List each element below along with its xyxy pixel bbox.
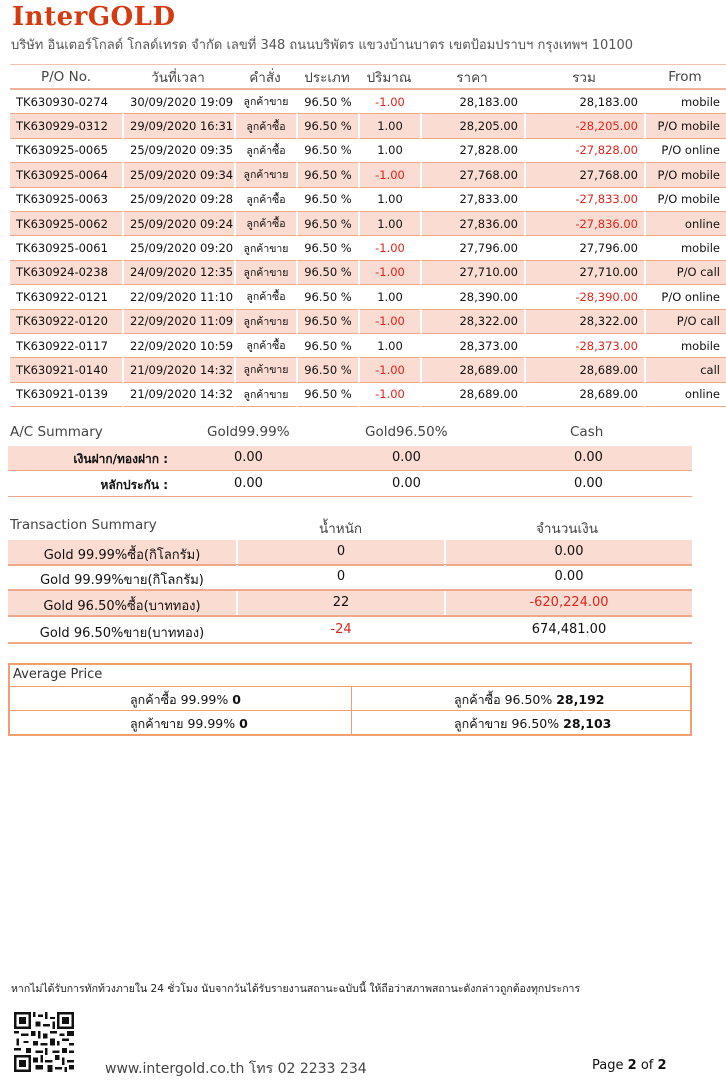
ac-col-gold9999: Gold99.99% (207, 424, 290, 440)
cell-datetime: 30/09/2020 19:09 (122, 90, 234, 114)
cell-order: ลูกค้าขาย (234, 310, 296, 334)
cell-price: 27,768.00 (420, 163, 524, 187)
avg-buy-9650-value: 28,192 (556, 692, 605, 707)
tx-weight-value: -24 (330, 622, 352, 637)
cell-type: 96.50 % (296, 90, 358, 114)
ac-summary-title: A/C Summary (10, 424, 103, 440)
table-row (10, 114, 726, 138)
cell-price: 27,836.00 (420, 212, 524, 236)
table-row (10, 334, 726, 358)
cell-order: ลูกค้าขาย (234, 90, 296, 114)
cell-order: ลูกค้าขาย (234, 163, 296, 187)
cell-type: 96.50 % (296, 139, 358, 163)
cell-qty: 1.00 (358, 285, 420, 309)
cell-from: mobile (644, 236, 726, 260)
cell-total: -27,836.00 (524, 212, 644, 236)
col-qty: ปริมาณ (358, 64, 420, 90)
qr-code-icon (14, 1012, 74, 1072)
cell-qty: 1.00 (358, 139, 420, 163)
cell-from: P/O online (644, 139, 726, 163)
cell-order: ลูกค้าซื้อ (234, 212, 296, 236)
cell-datetime: 25/09/2020 09:20 (122, 236, 234, 260)
cell-total: -27,833.00 (524, 188, 644, 212)
cell-type: 96.50 % (296, 212, 358, 236)
cell-qty: -1.00 (358, 310, 420, 334)
average-price-box (8, 663, 692, 736)
ac-cash-value: 0.00 (574, 450, 603, 465)
avg-sell-9650-value: 28,103 (563, 716, 612, 731)
ac-row-label: หลักประกัน : (100, 478, 168, 492)
company-logo: InterGOLD (12, 2, 176, 32)
table-row (10, 383, 726, 407)
cell-total: 28,689.00 (524, 358, 644, 382)
cell-type: 96.50 % (296, 383, 358, 407)
tx-row-label: Gold 96.50%ซื้อ(บาททอง) (43, 599, 201, 614)
orders-table (10, 64, 726, 407)
cell-type: 96.50 % (296, 114, 358, 138)
cell-po-no: TK630925-0065 (10, 139, 122, 163)
tx-summary-row (8, 591, 692, 617)
cell-datetime: 25/09/2020 09:28 (122, 188, 234, 212)
cell-total: 28,322.00 (524, 310, 644, 334)
cell-from: P/O mobile (644, 188, 726, 212)
company-address: บริษัท อินเตอร์โกลด์ โกลด์เทรด จำกัด เลขที่ 348 ถนนบริพัตร แขวงบ้านบาตร เขตป้อมปราบฯ กรุงเทพฯ 10100 (11, 38, 634, 53)
avg-buy-9999-label: ลูกค้าซื้อ 99.99% (130, 692, 229, 707)
cell-from: P/O call (644, 261, 726, 285)
cell-order: ลูกค้าซื้อ (234, 114, 296, 138)
cell-qty: -1.00 (358, 163, 420, 187)
avg-sell-9650 (454, 714, 611, 734)
cell-type: 96.50 % (296, 285, 358, 309)
cell-datetime: 24/09/2020 12:35 (122, 261, 234, 285)
avg-buy-9999 (130, 690, 241, 710)
tx-col-weight: น้ำหนัก (319, 521, 363, 537)
cell-from: online (644, 212, 726, 236)
tx-amount-value: -620,224.00 (529, 595, 609, 610)
cell-po-no: TK630929-0312 (10, 114, 122, 138)
cell-price: 28,183.00 (420, 90, 524, 114)
cell-from: online (644, 383, 726, 407)
cell-po-no: TK630925-0063 (10, 188, 122, 212)
tx-summary-row (8, 618, 692, 644)
cell-price: 27,796.00 (420, 236, 524, 260)
tx-summary-row (8, 540, 692, 566)
ac-row-deposit (8, 446, 692, 471)
cell-datetime: 21/09/2020 14:32 (122, 358, 234, 382)
cell-price: 27,710.00 (420, 261, 524, 285)
ac-col-gold9650: Gold96.50% (365, 424, 448, 440)
col-order: คำสั่ง (234, 64, 296, 90)
page-current: 2 (627, 1058, 637, 1073)
page-prefix: Page (592, 1058, 624, 1073)
avg-buy-9999-value: 0 (232, 692, 241, 707)
cell-po-no: TK630925-0061 (10, 236, 122, 260)
cell-total: 27,710.00 (524, 261, 644, 285)
col-from: From (644, 64, 726, 90)
avg-buy-9650 (454, 690, 604, 710)
average-price-title: Average Price (13, 667, 103, 682)
cell-order: ลูกค้าซื้อ (234, 334, 296, 358)
cell-order: ลูกค้าซื้อ (234, 139, 296, 163)
tx-amount-value: 674,481.00 (531, 622, 607, 637)
cell-total: -28,373.00 (524, 334, 644, 358)
cell-type: 96.50 % (296, 163, 358, 187)
col-price: ราคา (420, 64, 524, 90)
tx-col-amount: จำนวนเงิน (536, 521, 598, 537)
table-row (10, 90, 726, 114)
ac-gold9999-value: 0.00 (234, 450, 263, 465)
tx-row-label: Gold 99.99%ขาย(กิโลกรัม) (40, 573, 204, 588)
cell-price: 28,322.00 (420, 310, 524, 334)
avg-sell-9999 (130, 714, 248, 734)
cell-qty: -1.00 (358, 90, 420, 114)
table-row (10, 212, 726, 236)
table-row (10, 310, 726, 334)
ac-row-collateral (8, 472, 692, 497)
cell-po-no: TK630924-0238 (10, 261, 122, 285)
avg-sell-9999-value: 0 (239, 716, 248, 731)
cell-total: 28,689.00 (524, 383, 644, 407)
ac-col-cash: Cash (570, 424, 604, 440)
ac-gold9650-value: 0.00 (392, 450, 421, 465)
cell-from: mobile (644, 90, 726, 114)
table-row (10, 358, 726, 382)
ac-cash-value: 0.00 (574, 476, 603, 491)
orders-body (10, 90, 726, 407)
col-type: ประเภท (296, 64, 358, 90)
tx-weight-value: 0 (336, 569, 346, 584)
cell-datetime: 29/09/2020 16:31 (122, 114, 234, 138)
cell-order: ลูกค้าขาย (234, 261, 296, 285)
avg-sell-9999-label: ลูกค้าขาย 99.99% (130, 716, 236, 731)
cell-price: 28,373.00 (420, 334, 524, 358)
tx-summary-header (10, 517, 698, 537)
ac-summary-header (10, 424, 698, 444)
cell-from: call (644, 358, 726, 382)
page-of: of (640, 1058, 654, 1073)
cell-price: 27,833.00 (420, 188, 524, 212)
cell-order: ลูกค้าซื้อ (234, 188, 296, 212)
disclaimer-note: หากไม่ได้รับการทักท้วงภายใน 24 ชั่วโมง นับจากวันได้รับรายงานสถานะฉบับนี้ ให้ถือว่าสภาพสถานะดังกล่าวถูกต้องทุกประการ (11, 983, 581, 995)
cell-price: 27,828.00 (420, 139, 524, 163)
ac-gold9650-value: 0.00 (392, 476, 421, 491)
table-row (10, 261, 726, 285)
cell-total: 28,183.00 (524, 90, 644, 114)
table-row (10, 236, 726, 260)
orders-header-row (10, 64, 726, 90)
tx-row-label: Gold 99.99%ซื้อ(กิโลกรัม) (43, 548, 201, 563)
ac-gold9999-value: 0.00 (234, 476, 263, 491)
cell-datetime: 22/09/2020 11:09 (122, 310, 234, 334)
cell-qty: -1.00 (358, 383, 420, 407)
cell-type: 96.50 % (296, 334, 358, 358)
cell-order: ลูกค้าขาย (234, 358, 296, 382)
cell-price: 28,689.00 (420, 383, 524, 407)
cell-order: ลูกค้าซื้อ (234, 285, 296, 309)
cell-po-no: TK630921-0139 (10, 383, 122, 407)
page-total: 2 (657, 1058, 667, 1073)
avg-divider (10, 686, 690, 687)
tx-weight-value: 22 (332, 595, 350, 610)
table-row (10, 139, 726, 163)
col-total: รวม (524, 64, 644, 90)
cell-total: 27,768.00 (524, 163, 644, 187)
cell-datetime: 21/09/2020 14:32 (122, 383, 234, 407)
cell-type: 96.50 % (296, 261, 358, 285)
tx-row-label: Gold 96.50%ขาย(บาททอง) (39, 626, 205, 641)
tx-amount-value: 0.00 (554, 569, 584, 584)
cell-po-no: TK630921-0140 (10, 358, 122, 382)
cell-from: P/O mobile (644, 114, 726, 138)
cell-from: P/O mobile (644, 163, 726, 187)
cell-qty: -1.00 (358, 358, 420, 382)
table-row (10, 285, 726, 309)
cell-total: -28,205.00 (524, 114, 644, 138)
cell-qty: 1.00 (358, 114, 420, 138)
cell-qty: 1.00 (358, 334, 420, 358)
cell-qty: -1.00 (358, 236, 420, 260)
avg-sell-9650-label: ลูกค้าขาย 96.50% (454, 716, 560, 731)
cell-price: 28,205.00 (420, 114, 524, 138)
cell-type: 96.50 % (296, 358, 358, 382)
cell-datetime: 22/09/2020 11:10 (122, 285, 234, 309)
cell-qty: 1.00 (358, 188, 420, 212)
cell-price: 28,390.00 (420, 285, 524, 309)
col-datetime: วันที่เวลา (122, 64, 234, 90)
website-contact: www.intergold.co.th โทร 02 2233 234 (105, 1061, 367, 1077)
cell-total: 27,796.00 (524, 236, 644, 260)
cell-datetime: 25/09/2020 09:34 (122, 163, 234, 187)
avg-divider (10, 710, 690, 711)
cell-order: ลูกค้าขาย (234, 383, 296, 407)
page-number (592, 1058, 667, 1073)
cell-type: 96.50 % (296, 188, 358, 212)
cell-po-no: TK630925-0062 (10, 212, 122, 236)
cell-po-no: TK630922-0121 (10, 285, 122, 309)
tx-summary-row (8, 565, 692, 591)
table-row (10, 188, 726, 212)
table-row (10, 163, 726, 187)
avg-buy-9650-label: ลูกค้าซื้อ 96.50% (454, 692, 553, 707)
cell-from: mobile (644, 334, 726, 358)
cell-po-no: TK630930-0274 (10, 90, 122, 114)
cell-po-no: TK630925-0064 (10, 163, 122, 187)
tx-amount-value: 0.00 (554, 544, 584, 559)
cell-order: ลูกค้าขาย (234, 236, 296, 260)
cell-po-no: TK630922-0120 (10, 310, 122, 334)
cell-total: -28,390.00 (524, 285, 644, 309)
cell-from: P/O online (644, 285, 726, 309)
ac-row-label: เงินฝาก/ทองฝาก : (73, 452, 168, 466)
avg-divider (351, 686, 352, 734)
cell-type: 96.50 % (296, 236, 358, 260)
cell-datetime: 22/09/2020 10:59 (122, 334, 234, 358)
cell-price: 28,689.00 (420, 358, 524, 382)
cell-po-no: TK630922-0117 (10, 334, 122, 358)
col-po-no: P/O No. (10, 64, 122, 90)
cell-total: -27,828.00 (524, 139, 644, 163)
cell-qty: 1.00 (358, 212, 420, 236)
cell-datetime: 25/09/2020 09:24 (122, 212, 234, 236)
tx-weight-value: 0 (336, 544, 346, 559)
cell-qty: -1.00 (358, 261, 420, 285)
cell-from: P/O call (644, 310, 726, 334)
tx-summary-title: Transaction Summary (10, 517, 157, 533)
cell-type: 96.50 % (296, 310, 358, 334)
cell-datetime: 25/09/2020 09:35 (122, 139, 234, 163)
